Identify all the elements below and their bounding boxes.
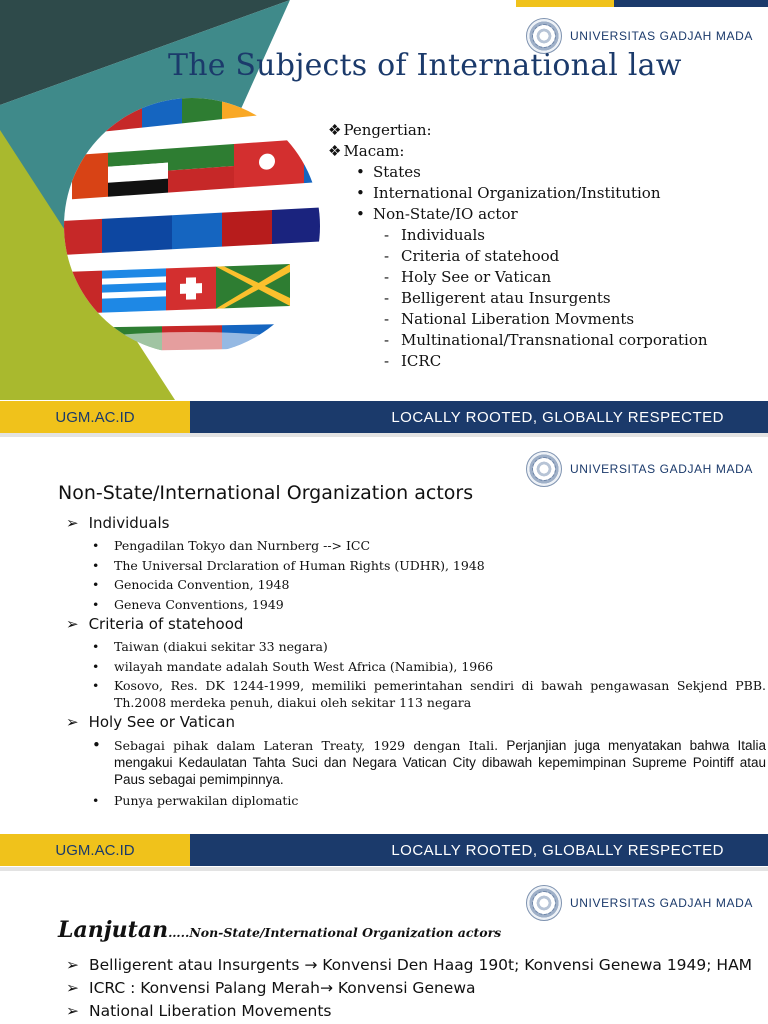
list-item: • Pengadilan Tokyo dan Nurnberg --> ICC bbox=[92, 538, 371, 553]
section-individuals: ➢ Individuals bbox=[66, 514, 170, 532]
logo-text: UNIVERSITAS GADJAH MADA bbox=[570, 896, 753, 910]
slide-footer bbox=[0, 401, 768, 433]
list-item: ❖ Pengertian: bbox=[328, 121, 432, 139]
slide2-heading: Non-State/International Organization actors bbox=[58, 482, 474, 504]
arrow-bullet-icon: ➢ bbox=[66, 713, 79, 731]
list-item: • wilayah mandate adalah South West Africa (Namibia), 1966 bbox=[92, 659, 494, 674]
logo-text: UNIVERSITAS GADJAH MADA bbox=[570, 462, 753, 476]
list-item: - Individuals bbox=[384, 226, 485, 244]
list-item: ➢ Belligerent atau Insurgents → Konvensi Den Haag 190t; Konvensi Genewa 1949; HAM bbox=[66, 956, 753, 974]
list-item: ❖ Macam: bbox=[328, 142, 405, 160]
list-item: • Punya perwakilan diplomatic bbox=[92, 793, 299, 808]
list-item: • Kosovo, Res. DK 1244-1999, memiliki pemerintahan sendiri di bawah pengawasan Sekjend PBB. Th.2008 merdeka penuh, diakui oleh sekitar 113 negara bbox=[92, 678, 766, 710]
slide-1 bbox=[0, 0, 768, 433]
section-holy-see: ➢ Holy See or Vatican bbox=[66, 713, 235, 731]
list-item: • Taiwan (diakui sekitar 33 negara) bbox=[92, 639, 328, 654]
arrow-bullet-icon: ➢ bbox=[66, 956, 79, 974]
list-item: - Criteria of statehood bbox=[384, 247, 560, 265]
dash-bullet: - bbox=[384, 331, 390, 349]
list-item: - Multinational/Transnational corporation bbox=[384, 331, 708, 349]
list-item: • States bbox=[356, 163, 421, 181]
slide-footer bbox=[0, 834, 768, 866]
list-item: • Geneva Conventions, 1949 bbox=[92, 597, 284, 612]
footer-tagline: LOCALLY ROOTED, GLOBALLY RESPECTED bbox=[391, 841, 724, 859]
list-item: - ICRC bbox=[384, 352, 442, 370]
arrow-bullet-icon: ➢ bbox=[66, 615, 79, 633]
list-item: • International Organization/Institution bbox=[356, 184, 661, 202]
slide-title: The Subjects of International law bbox=[168, 48, 682, 83]
dash-bullet: - bbox=[384, 226, 390, 244]
diamond-bullet-icon: ❖ bbox=[328, 121, 342, 139]
ugm-seal-icon bbox=[526, 451, 562, 487]
slide1-list bbox=[328, 120, 708, 372]
bullet-icon: • bbox=[356, 184, 365, 202]
footer-website-link[interactable]: UGM.AC.ID bbox=[55, 408, 135, 426]
footer-website-link[interactable]: UGM.AC.ID bbox=[55, 841, 135, 859]
list-item: ➢ ICRC : Konvensi Palang Merah→ Konvensi Genewa bbox=[66, 979, 476, 997]
bullet-icon: • bbox=[356, 163, 365, 181]
dash-bullet: - bbox=[384, 289, 390, 307]
slide3-heading: Lanjutan…..Non-State/International Organization actors bbox=[58, 917, 502, 943]
logo-text: UNIVERSITAS GADJAH MADA bbox=[570, 29, 753, 43]
list-item: • The Universal Drclaration of Human Rights (UDHR), 1948 bbox=[92, 558, 485, 573]
arrow-bullet-icon: ➢ bbox=[66, 514, 79, 532]
list-item: ➢ National Liberation Movements bbox=[66, 1002, 332, 1020]
ugm-seal-icon bbox=[526, 885, 562, 921]
bullet-icon: • bbox=[356, 205, 365, 223]
list-item: - National Liberation Movments bbox=[384, 310, 635, 328]
list-item: - Holy See or Vatican bbox=[384, 268, 552, 286]
flag-globe-image bbox=[62, 96, 322, 356]
university-logo[interactable] bbox=[526, 885, 753, 921]
list-item: - Belligerent atau Insurgents bbox=[384, 289, 611, 307]
footer-tagline: LOCALLY ROOTED, GLOBALLY RESPECTED bbox=[391, 408, 724, 426]
arrow-bullet-icon: ➢ bbox=[66, 979, 79, 997]
dash-bullet: - bbox=[384, 247, 390, 265]
list-item: • Sebagai pihak dalam Lateran Treaty, 1929 dengan Itali. Perjanjian juga menyatakan bahwa Italia mengakui Kedaulatan Tahta Suci dan Negara Vatican City dibawah kepemimpinan Supreme Pointiff atau Paus sebagai pemimpinnya. bbox=[92, 736, 766, 787]
dash-bullet: - bbox=[384, 352, 390, 370]
diamond-bullet-icon: ❖ bbox=[328, 142, 342, 160]
section-criteria-of-statehood: ➢ Criteria of statehood bbox=[66, 615, 244, 633]
dash-bullet: - bbox=[384, 268, 390, 286]
list-item: • Non-State/IO actor bbox=[356, 205, 518, 223]
arrow-bullet-icon: ➢ bbox=[66, 1002, 79, 1020]
dash-bullet: - bbox=[384, 310, 390, 328]
university-logo[interactable] bbox=[526, 451, 753, 487]
list-item: • Genocida Convention, 1948 bbox=[92, 577, 290, 592]
